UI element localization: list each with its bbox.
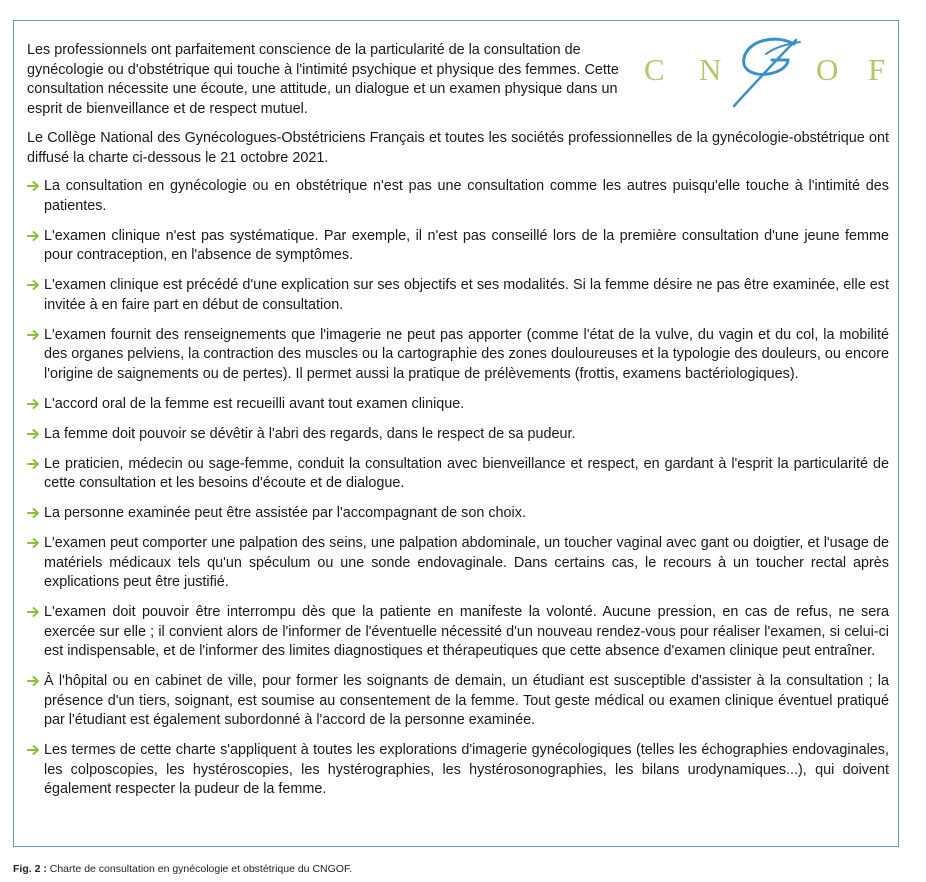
list-item-text: La femme doit pouvoir se dévêtir à l'abri des regards, dans le respect de sa pudeur. xyxy=(44,425,576,442)
arrow-right-icon xyxy=(27,230,40,242)
list-item-text: L'examen doit pouvoir être interrompu dès que la patiente en manifeste la volonté. Aucune pression, en cas de refus, ne sera exercée sur elle ; il convient alors de l'informer de l'éventuelle nécessité d'un nouveau rendez-vous pour réaliser l'examen, si celui-ci est indispensable, et de l'informer des limites diagnostiques et thérapeutiques que cette absence d'examen clinique peut entraîner. xyxy=(44,604,889,659)
list-item xyxy=(27,326,889,385)
intro-paragraph: Les professionnels ont parfaitement conscience de la particularité de la consultation de gynécologie ou d'obstétrique qui touche à l'intimité psychique et physique des femmes. Cette consultation nécessite une écoute, une attitude, un dialogue et un examen physique dans un esprit de bienveillance et de respect mutuel. xyxy=(27,42,619,117)
arrow-right-icon xyxy=(27,398,40,410)
list-item-text: L'examen clinique n'est pas systématique. Par exemple, il n'est pas conseillé lors de la première consultation d'une jeune femme pour contraception, en l'absence de symptômes. xyxy=(44,227,889,263)
list-item-text: La personne examinée peut être assistée par l'accompagnant de son choix. xyxy=(44,505,526,521)
arrow-right-icon xyxy=(27,329,40,341)
figure-caption xyxy=(13,863,352,875)
logo-letter-n: N xyxy=(699,52,722,87)
list-item-text: L'examen clinique est précédé d'une explication sur ses objectifs et ses modalités. Si la femme désire ne pas être examinée, elle est invitée à en faire part en début de consultation. xyxy=(44,277,889,313)
logo-letter-f: F xyxy=(868,52,886,87)
list-item xyxy=(27,741,889,800)
arrow-right-icon xyxy=(27,537,40,549)
list-item-text: À l'hôpital ou en cabinet de ville, pour former les soignants de demain, un étudiant est susceptible d'assister à la consultation ; la présence d'un tiers, soignant, est soumise au consentement de la femme. Tout geste médical ou examen clinique éventuel pratiqué par l'étudiant est également subordonné à l'accord de la personne examinée. xyxy=(44,673,889,728)
arrow-right-icon xyxy=(27,744,40,756)
list-item-text: L'examen fournit des renseignements que l'imagerie ne peut pas apporter (comme l'état de la vulve, du vagin et du col, la mobilité des organes pelviens, la contraction des muscles ou la cartographie des zones douloureuses et la typologie des douleurs, ou encore l'origine de saignements ou de pertes). Il permet aussi la pratique de prélèvements (frottis, examens bactériologiques). xyxy=(44,326,889,382)
cngof-logo xyxy=(636,30,888,102)
list-item-text: La consultation en gynécologie ou en obstétrique n'est pas une consultation comme les autres puisqu'elle touche à l'intimité des patientes. xyxy=(44,178,889,214)
list-item xyxy=(27,534,889,593)
list-item-text: L'examen peut comporter une palpation des seins, une palpation abdominale, un toucher vaginal avec gant ou doigtier, et l'usage de matériels médicaux tels qu'un spéculum ou une sonde endovaginale. Dans certains cas, le recours à un toucher rectal après explications peut être justifié. xyxy=(44,535,889,590)
list-item xyxy=(27,455,889,494)
list-item xyxy=(27,395,889,415)
arrow-right-icon xyxy=(27,675,40,687)
caption-label: Fig. 2 : xyxy=(13,863,47,875)
lead-paragraph: Le Collège National des Gynécologues-Obstétriciens Français et toutes les sociétés professionnelles de la gynécologie-obstétrique ont diffusé la charte ci-dessous le 21 octobre 2021. xyxy=(27,130,889,166)
list-item xyxy=(27,177,889,216)
caption-text: Charte de consultation en gynécologie et obstétrique du CNGOF. xyxy=(46,863,353,875)
logo-swoosh-icon xyxy=(726,30,816,110)
list-item-text: L'accord oral de la femme est recueilli avant tout examen clinique. xyxy=(44,395,465,412)
list-item xyxy=(27,672,889,731)
arrow-right-icon xyxy=(27,507,40,519)
logo-letter-c: C xyxy=(644,52,665,87)
arrow-right-icon xyxy=(27,428,40,440)
charter-list xyxy=(27,177,889,810)
list-item xyxy=(27,425,889,445)
logo-letter-o: O xyxy=(816,52,839,87)
arrow-right-icon xyxy=(27,606,40,618)
list-item xyxy=(27,603,889,662)
list-item xyxy=(27,227,889,266)
list-item xyxy=(27,504,889,524)
arrow-right-icon xyxy=(27,279,40,291)
arrow-right-icon xyxy=(27,180,40,192)
list-item-text: Les termes de cette charte s'appliquent à toutes les explorations d'imagerie gynécologiques (telles les échographies endovaginales, les colposcopies, les hystéroscopies, les hystérographies, les hystérosonographies, les bilans urodynamiques...), qui doivent également respecter la pudeur de la femme. xyxy=(44,742,889,797)
list-item xyxy=(27,276,889,315)
arrow-right-icon xyxy=(27,458,40,470)
list-item-text: Le praticien, médecin ou sage-femme, conduit la consultation avec bienveillance et respect, en gardant à l'esprit la particularité de cette consultation et les besoins d'écoute et de dialogue. xyxy=(44,455,889,491)
